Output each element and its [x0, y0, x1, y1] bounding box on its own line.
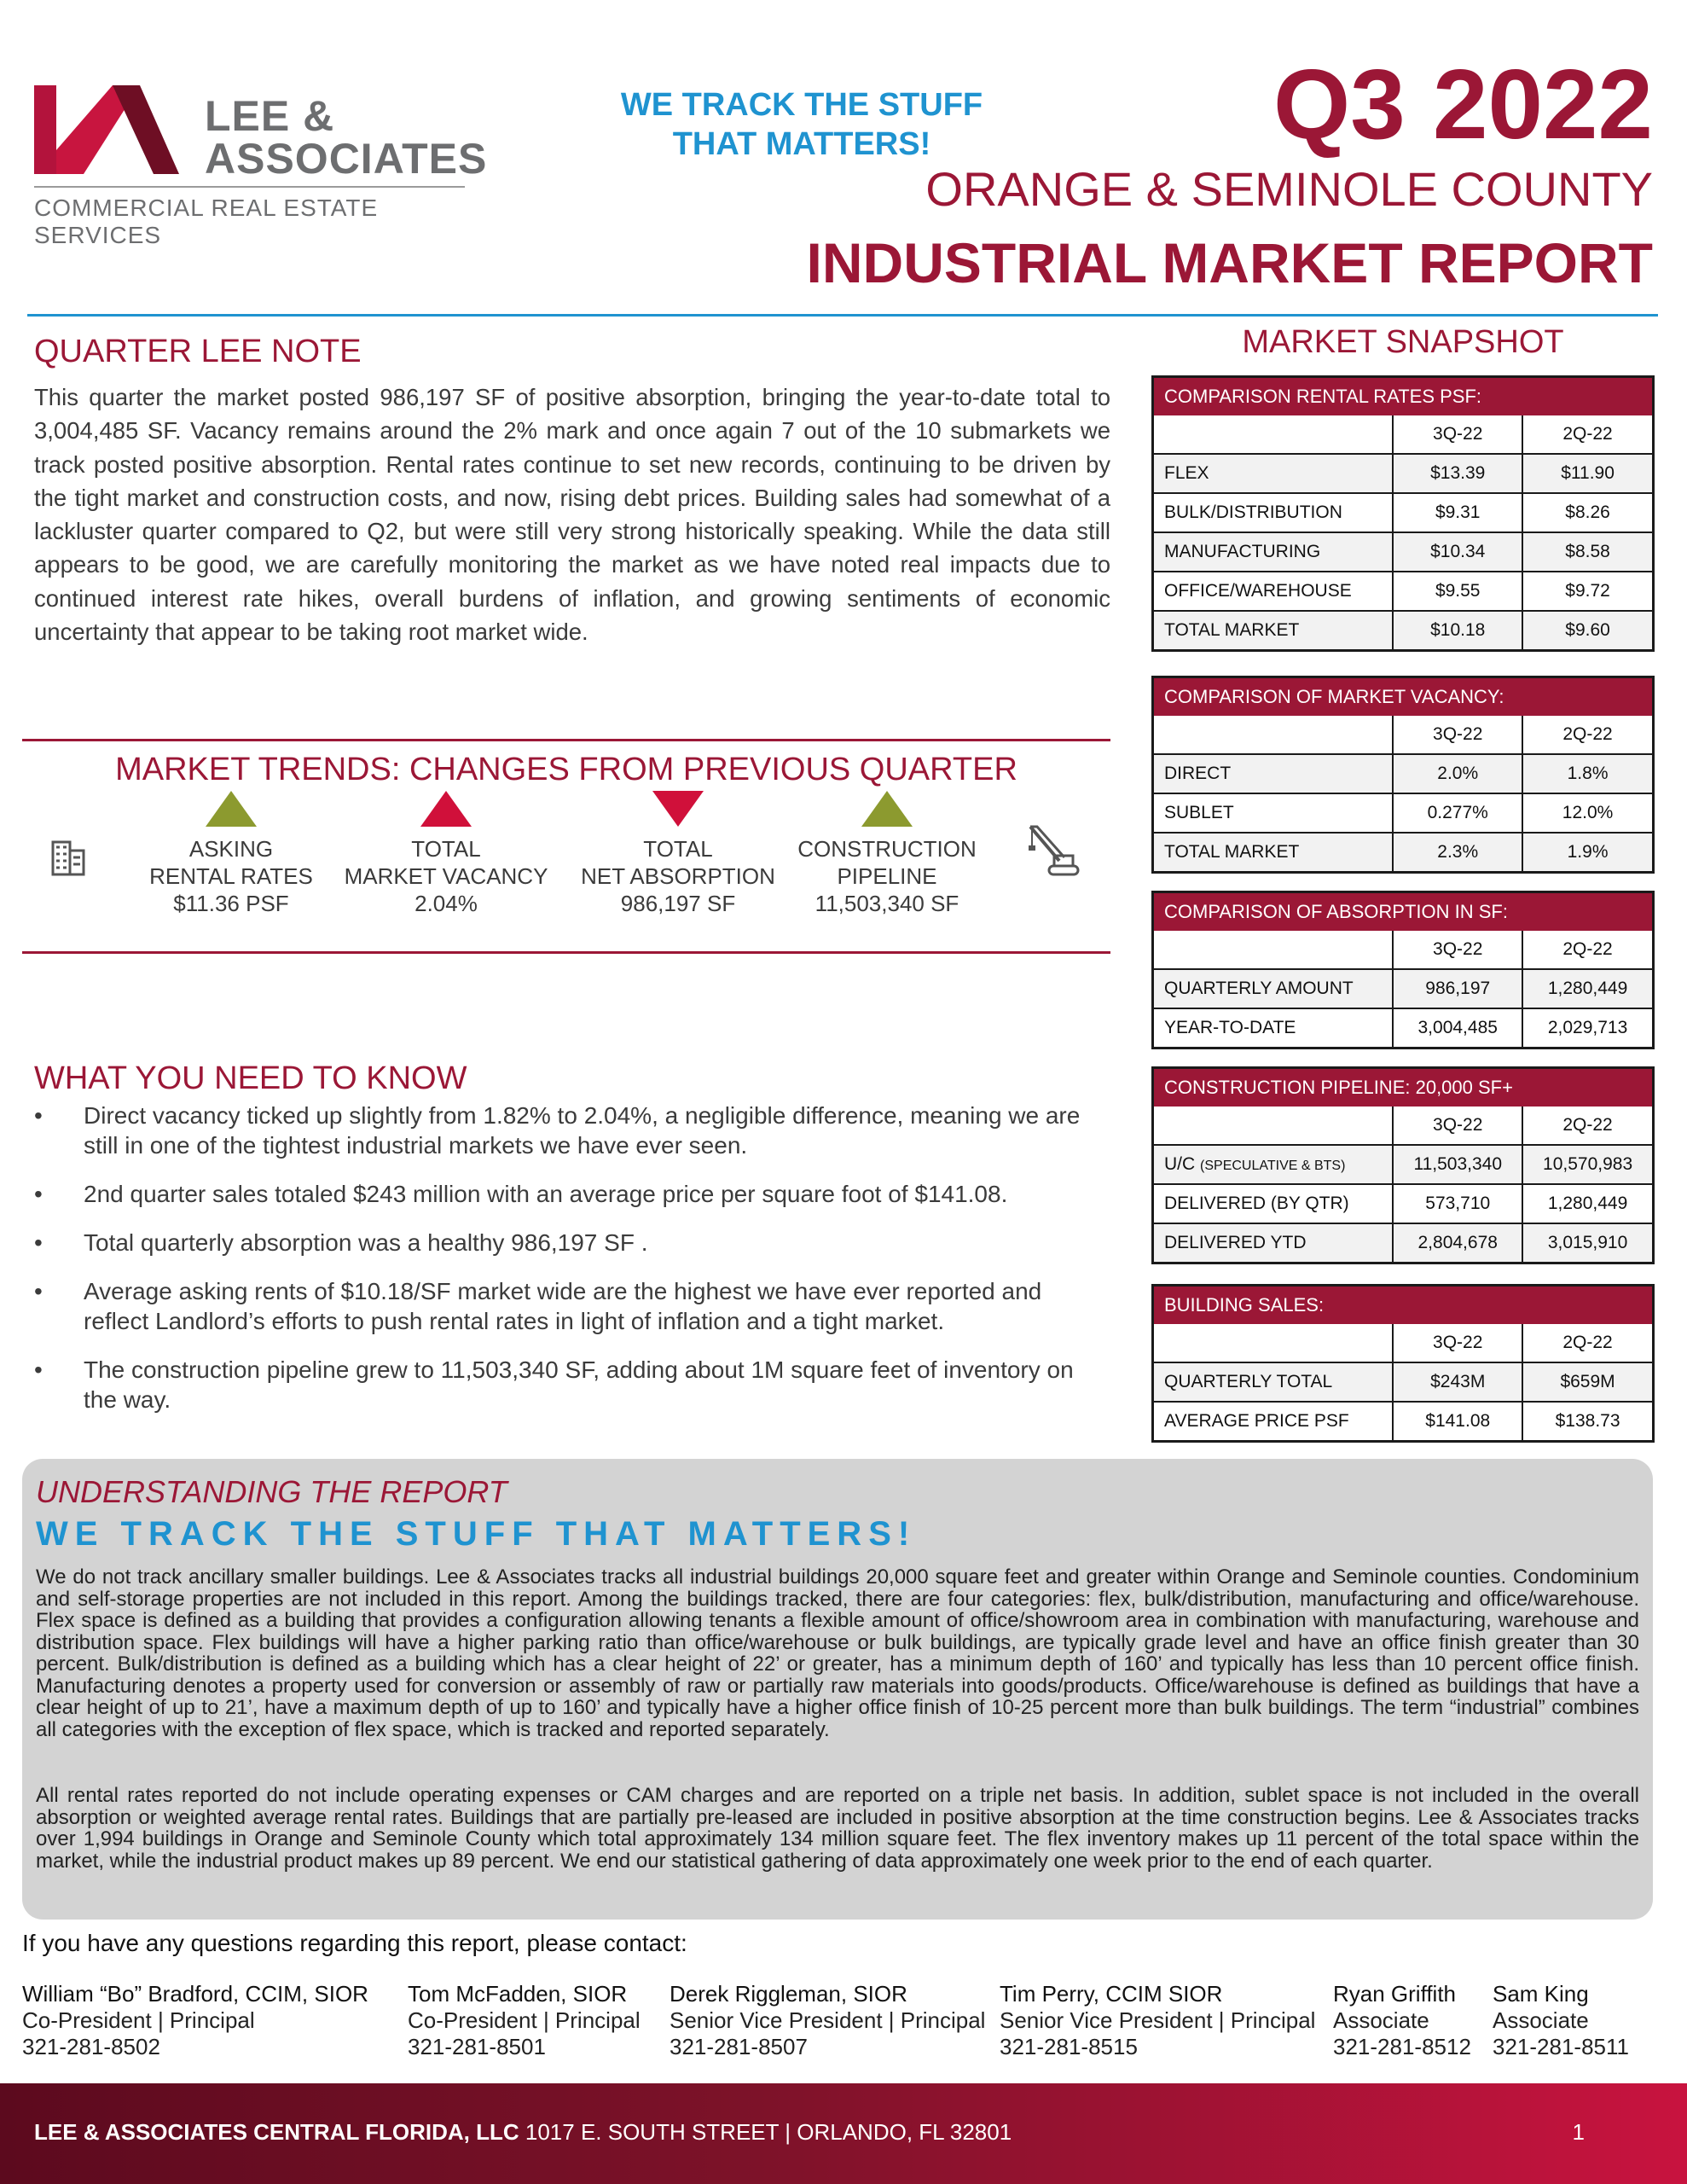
- page-footer: [0, 2083, 1687, 2184]
- lee-associates-logo-mark: [34, 85, 188, 175]
- trend-value: 11,503,340 SF: [815, 891, 959, 916]
- market-trends-panel: [22, 739, 1110, 954]
- understanding-paragraph-1: We do not track ancillary smaller buildings. Lee & Associates tracks all industrial buildings 20,000 square feet and greater within Orange and Seminole counties. Condominium and self-storage properties are not included in this report. Among the buildings tracked, there are four categories: flex, bulk/distribution, manufacturing and office/warehouse. Flex space is defined as a building that provides a configuration allowing tenants a flexible amount of office/showroom area in combination with manufacturing, warehouse and distribution space. Flex buildings will have a higher parking ratio than office/warehouse or bulk buildings, are typically grade level and have an office finish greater than 30 percent. Bulk/distribution is defined as a building which has a clear height of 22’ or greater, has a minimum depth of 160’ and typically has less than 10 percent office finish. Manufacturing denotes a property used for conversion or assembly of raw or partially raw materials into goods/products. Office/warehouse is defined as buildings that have a clear height of up to 21’, have a maximum depth of up to 160’ and typically have a higher office finish of 10-25 percent more than bulk buildings. The term “industrial” combines all categories with the exception of flex space, which is tracked and reported separately.: [36, 1565, 1639, 1741]
- contact-title: Senior Vice President | Principal: [1000, 2007, 1316, 2033]
- logo-subtitle: COMMERCIAL REAL ESTATE SERVICES: [34, 195, 379, 248]
- trend-label: RENTAL RATES: [149, 863, 313, 889]
- contact-title: Senior Vice President | Principal: [670, 2007, 986, 2033]
- column-header: 3Q-22: [1393, 415, 1522, 454]
- table-row: BULK/DISTRIBUTION $9.31 $8.26: [1154, 493, 1652, 532]
- logo-name-line1: LEE &: [205, 92, 335, 140]
- table-row: SUBLET 0.277% 12.0%: [1154, 793, 1652, 833]
- understanding-heading: UNDERSTANDING THE REPORT: [36, 1474, 507, 1509]
- table-row: FLEX $13.39 $11.90: [1154, 454, 1652, 493]
- table-title: CONSTRUCTION PIPELINE: 20,000 SF+: [1154, 1069, 1652, 1107]
- column-header: 2Q-22: [1522, 716, 1652, 754]
- trend-up-icon: [206, 791, 257, 827]
- tagline-line2: THAT MATTERS!: [672, 126, 931, 162]
- trend-net-absorption: [554, 791, 802, 917]
- trend-label: MARKET VACANCY: [344, 863, 548, 889]
- list-item: [34, 1101, 1110, 1160]
- trend-asking-rental-rates: [116, 791, 346, 917]
- rental-rates-table: [1151, 375, 1655, 652]
- quarter-note-body: This quarter the market posted 986,197 SF of positive absorption, bringing the year-to-date total to 3,004,485 SF. Vacancy remains around the 2% mark and once again 7 out of the 10 submarkets we track posted positive absorption. Rental rates continue to set new records, continuing to be driven by the tight market and construction costs, and now, rising debt prices. Building sales had somewhat of a lackluster quarter compared to Q2, but were still very strong historically speaking. While the data still appears to be good, we are carefully monitoring the market as we have noted real impacts due to continued interest rate hikes, overall burdens of inflation, and growing sentiments of economic uncertainty that appear to be taking root market wide.: [34, 384, 1110, 646]
- table-row: U/C (SPECULATIVE & BTS) 11,503,340 10,570,983: [1154, 1145, 1652, 1184]
- understanding-report-panel: [22, 1459, 1653, 1920]
- contact-title: Associate: [1333, 2007, 1429, 2033]
- list-item-text: Average asking rents of $10.18/SF market wide are the highest we have ever reported and reflect Landlord’s efforts to push rental rates in light of inflation and a tight market.: [84, 1278, 1042, 1334]
- contact-name: Ryan Griffith: [1333, 1981, 1457, 2007]
- contact-name: Derek Riggleman, SIOR: [670, 1981, 907, 2007]
- list-item-text: Total quarterly absorption was a healthy 986,197 SF .: [84, 1229, 648, 1256]
- contact-phone[interactable]: 321-281-8502: [22, 2034, 160, 2059]
- column-header: 2Q-22: [1522, 1107, 1652, 1145]
- logo-name-line2: ASSOCIATES: [205, 135, 488, 183]
- building-icon: [46, 835, 89, 878]
- contact-title: Associate: [1493, 2007, 1589, 2033]
- absorption-table: [1151, 891, 1655, 1049]
- trend-value: 986,197 SF: [620, 891, 736, 916]
- contact-title: Co-President | Principal: [22, 2007, 255, 2033]
- contact-name: William “Bo” Bradford, CCIM, SIOR: [22, 1981, 368, 2007]
- page-number: 1: [1572, 2119, 1585, 2145]
- list-item: [34, 1355, 1110, 1414]
- contact-prompt: If you have any questions regarding this report, please contact:: [22, 1930, 687, 1956]
- understanding-paragraph-2: All rental rates reported do not include operating expenses or CAM charges and are reported on a triple net basis. In addition, sublet space is not included in the overall absorption or weighted average rental rates. Buildings that are partially pre-leased are included in positive absorption at the time construction begins. Lee & Associates tracks over 1,994 buildings in Orange and Seminole County which total approximately 134 million square feet. The flex inventory makes up 11 percent of the total space within the market, while the industrial product makes up 89 percent. We end our statistical gathering of data approximately one week prior to the end of each quarter.: [36, 1784, 1639, 1873]
- contact-phone[interactable]: 321-281-8512: [1333, 2034, 1471, 2059]
- bullet: •: [34, 1229, 43, 1256]
- need-to-know-heading: WHAT YOU NEED TO KNOW: [34, 1060, 467, 1096]
- list-item-text: Direct vacancy ticked up slightly from 1.82% to 2.04%, a negligible difference, meaning we are still in one of the tightest industrial markets we have ever seen.: [84, 1102, 1081, 1159]
- trend-label: PIPELINE: [837, 863, 937, 889]
- footer-company: LEE & ASSOCIATES CENTRAL FLORIDA, LLC: [34, 2119, 519, 2145]
- table-row: AVERAGE PRICE PSF $141.08 $138.73: [1154, 1402, 1652, 1440]
- contact-card: [670, 1981, 985, 2060]
- list-item-text: The construction pipeline grew to 11,503,340 SF, adding about 1M square feet of inventory on the way.: [84, 1356, 1074, 1413]
- column-header: 3Q-22: [1393, 1107, 1522, 1145]
- bullet: •: [34, 1278, 43, 1304]
- contact-card: [408, 1981, 641, 2060]
- trend-up-icon: [420, 791, 472, 827]
- market-snapshot-heading: MARKET SNAPSHOT: [1242, 324, 1564, 360]
- contact-name: Tom McFadden, SIOR: [408, 1981, 628, 2007]
- column-header: 3Q-22: [1393, 931, 1522, 969]
- column-header: 3Q-22: [1393, 716, 1522, 754]
- header-divider: [27, 314, 1658, 317]
- table-row: TOTAL MARKET $10.18 $9.60: [1154, 611, 1652, 649]
- contact-phone[interactable]: 321-281-8507: [670, 2034, 808, 2059]
- trend-down-icon: [652, 791, 704, 827]
- understanding-subheading: WE TRACK THE STUFF THAT MATTERS!: [36, 1515, 917, 1553]
- table-row: QUARTERLY AMOUNT 986,197 1,280,449: [1154, 969, 1652, 1008]
- list-item-text: 2nd quarter sales totaled $243 million with an average price per square foot of $141.08.: [84, 1181, 1008, 1207]
- bullet: •: [34, 1356, 43, 1383]
- table-title: COMPARISON OF MARKET VACANCY:: [1154, 678, 1652, 716]
- contact-phone[interactable]: 321-281-8501: [408, 2034, 546, 2059]
- crane-icon: [1025, 823, 1085, 878]
- trend-label: NET ABSORPTION: [581, 863, 775, 889]
- list-item: [34, 1179, 1110, 1209]
- construction-pipeline-table: [1151, 1066, 1655, 1264]
- column-header: 2Q-22: [1522, 1324, 1652, 1362]
- company-logo: [34, 85, 488, 248]
- contact-phone[interactable]: 321-281-8515: [1000, 2034, 1138, 2059]
- trend-label: TOTAL: [643, 836, 713, 862]
- table-title: COMPARISON OF ABSORPTION IN SF:: [1154, 893, 1652, 931]
- market-vacancy-table: [1151, 676, 1655, 874]
- table-row: DIRECT 2.0% 1.8%: [1154, 754, 1652, 793]
- table-title: COMPARISON RENTAL RATES PSF:: [1154, 378, 1652, 415]
- column-header: 2Q-22: [1522, 415, 1652, 454]
- trend-market-vacancy: [322, 791, 570, 917]
- bullet: •: [34, 1102, 43, 1129]
- contact-card: [1000, 1981, 1315, 2060]
- trend-label: CONSTRUCTION: [797, 836, 977, 862]
- contact-phone[interactable]: 321-281-8511: [1493, 2034, 1629, 2059]
- table-row: YEAR-TO-DATE 3,004,485 2,029,713: [1154, 1008, 1652, 1047]
- contact-name: Sam King: [1493, 1981, 1589, 2007]
- table-row: OFFICE/WAREHOUSE $9.55 $9.72: [1154, 572, 1652, 611]
- contact-card: [1493, 1981, 1629, 2060]
- trend-label: TOTAL: [411, 836, 481, 862]
- report-title: INDUSTRIAL MARKET REPORT: [806, 231, 1653, 294]
- header-tagline: [597, 85, 1006, 164]
- list-item: [34, 1228, 1110, 1258]
- table-row: DELIVERED (BY QTR) 573,710 1,280,449: [1154, 1184, 1652, 1223]
- footer-address: 1017 E. SOUTH STREET | ORLANDO, FL 32801: [525, 2119, 1012, 2145]
- trend-up-icon: [861, 791, 913, 827]
- report-county: ORANGE & SEMINOLE COUNTY: [925, 162, 1653, 216]
- trend-value: $11.36 PSF: [173, 891, 289, 916]
- bullet: •: [34, 1181, 43, 1207]
- trend-construction-pipeline: [776, 791, 998, 917]
- table-row: TOTAL MARKET 2.3% 1.9%: [1154, 833, 1652, 871]
- list-item: [34, 1276, 1110, 1336]
- trend-value: 2.04%: [415, 891, 478, 916]
- contact-card: [22, 1981, 368, 2060]
- need-to-know-list: [34, 1101, 1110, 1433]
- tagline-line1: WE TRACK THE STUFF: [620, 87, 983, 123]
- contact-name: Tim Perry, CCIM SIOR: [1000, 1981, 1223, 2007]
- column-header: 2Q-22: [1522, 931, 1652, 969]
- table-row: QUARTERLY TOTAL $243M $659M: [1154, 1362, 1652, 1402]
- trend-label: ASKING: [188, 836, 274, 862]
- contact-title: Co-President | Principal: [408, 2007, 641, 2033]
- market-trends-heading: MARKET TRENDS: CHANGES FROM PREVIOUS QUARTER: [115, 752, 1017, 787]
- table-title: BUILDING SALES:: [1154, 1287, 1652, 1324]
- building-sales-table: [1151, 1284, 1655, 1443]
- quarter-note-heading: QUARTER LEE NOTE: [34, 334, 362, 369]
- table-row: MANUFACTURING $10.34 $8.58: [1154, 532, 1652, 572]
- logo-divider: [34, 186, 465, 188]
- footer-address-line: [34, 2119, 1012, 2146]
- report-quarter: Q3 2022: [1272, 49, 1653, 160]
- table-row: DELIVERED YTD 2,804,678 3,015,910: [1154, 1223, 1652, 1262]
- column-header: 3Q-22: [1393, 1324, 1522, 1362]
- contact-card: [1333, 1981, 1471, 2060]
